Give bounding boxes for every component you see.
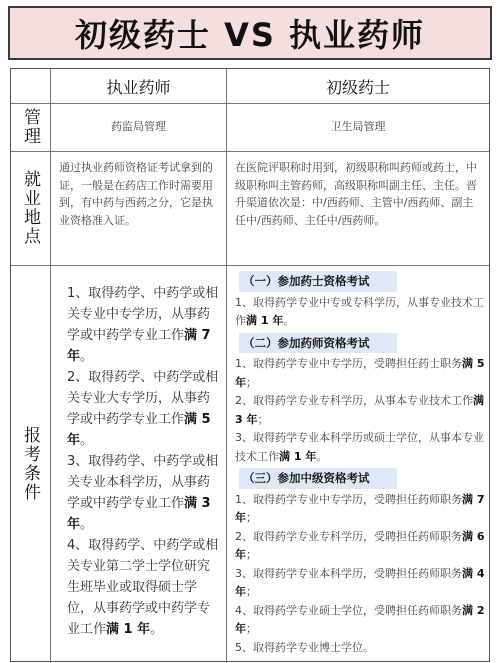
page-title: 初级药士 VS 执业药师	[74, 16, 426, 54]
col-header-junior: 初级药士	[325, 77, 390, 97]
requirement-text: 2、取得药学、中药学或相关专业大专学历，从事药学或中药学专业工作	[67, 370, 219, 427]
requirement-text: 1、取得药学、中药学或相关专业中专学历，从事药学或中药学专业工作	[67, 286, 219, 343]
row-label-requirements: 报考条件	[20, 426, 40, 502]
requirement-duration: 满 7 年	[67, 328, 211, 364]
title-banner	[8, 6, 492, 60]
table-row-requirements	[11, 265, 489, 663]
requirement-text: 4、取得药学专业硕士学位，受聘担任药师职务	[235, 603, 462, 617]
requirement-text: 3、取得药学专业本科学历，受聘担任药师职务	[235, 566, 462, 580]
requirement-item	[235, 429, 485, 466]
requirement-duration: 满 1 年	[246, 314, 284, 327]
requirement-punct: ；	[257, 412, 269, 426]
requirement-punct: ；	[246, 585, 257, 598]
employment-left: 通过执业药师资格证考试拿到的证，一般是在药店工作时需要用到，有中药与西药之分，它是执业资格准入证。	[51, 151, 227, 265]
requirement-text: 3、取得药学专业本科学历或硕士学位，从事本专业技术工作	[235, 431, 484, 463]
requirement-punct: 。	[316, 449, 328, 463]
requirement-item	[67, 535, 220, 640]
requirement-item	[235, 355, 485, 392]
requirement-punct: ；	[246, 511, 257, 524]
requirement-text: 2、取得药学专业专科学历，受聘担任药师职务	[235, 529, 462, 543]
requirement-punct: 。	[80, 433, 94, 448]
requirement-duration: 满 5 年	[235, 357, 485, 389]
requirement-duration: 满 5 年	[67, 412, 211, 448]
requirement-item	[235, 294, 485, 331]
requirement-duration: 满 2 年	[235, 603, 485, 635]
requirements-right	[227, 265, 489, 663]
requirement-text: 4、取得药学、中药学或相关专业第二学士学位研究生班毕业或取得硕士学位，从事药学或中药学专业工作	[67, 538, 219, 637]
requirement-item	[67, 283, 220, 367]
section-heading: （二）参加药师资格考试	[239, 333, 397, 354]
requirement-punct: ；	[246, 375, 257, 389]
requirements-left	[51, 265, 227, 663]
requirement-item	[235, 528, 485, 565]
requirement-punct: ；	[246, 548, 257, 561]
requirement-text: 1、取得药学专业中专学历，受聘担任药师职务	[235, 492, 462, 506]
row-label-employment: 就业地点	[20, 170, 40, 246]
requirement-text: 1、取得药学专业中专或专科学历，从事专业技术工作	[235, 295, 484, 327]
corner-cell	[11, 69, 51, 103]
col-header-pharmacist: 执业药师	[51, 69, 227, 103]
requirement-item	[67, 367, 220, 451]
requirement-item	[235, 392, 485, 429]
table-header-row	[11, 69, 489, 104]
table-row-management	[11, 103, 489, 152]
section-heading: （三）参加中级资格考试	[239, 468, 397, 489]
requirement-text: 3、取得药学、中药学或相关专业本科学历，从事药学或中药学专业工作	[67, 454, 219, 511]
comparison-table	[10, 68, 490, 662]
employment-right: 在医院评职称时用到，初级职称叫药师或药士，中级职称叫主管药师，高级职称叫副主任、主任。晋升渠道依次是：中/西药师、主管中/西药师、副主任中/西药师、主任中/西药师。	[235, 161, 477, 227]
requirement-duration: 满 3 年	[67, 496, 211, 532]
requirement-duration: 满 1 年	[106, 622, 151, 637]
requirement-punct: 。	[283, 314, 295, 327]
requirement-duration: 满 6 年	[235, 529, 485, 561]
requirement-item	[235, 639, 485, 658]
requirement-punct: 。	[80, 517, 94, 532]
requirement-item	[235, 565, 485, 602]
requirement-punct: 。	[80, 349, 94, 364]
requirement-duration: 满 3 年	[235, 394, 484, 426]
requirement-item	[235, 602, 485, 639]
requirement-duration: 满 4 年	[235, 566, 485, 598]
requirement-punct: ；	[246, 622, 257, 635]
row-label-cell	[11, 103, 51, 151]
requirement-duration: 满 7 年	[235, 492, 485, 524]
requirement-punct: 。	[150, 622, 164, 637]
management-left: 药监局管理	[51, 103, 227, 151]
requirement-item	[235, 491, 485, 528]
requirement-text: 5、取得药学专业博士学位。	[235, 640, 374, 654]
requirement-item	[67, 451, 220, 535]
requirement-duration: 满 1 年	[279, 449, 317, 463]
section-heading: （一）参加药士资格考试	[239, 271, 397, 292]
requirement-text: 2、取得药学专业专科学历，从事本专业技术工作	[235, 394, 473, 407]
table-row-employment	[11, 151, 489, 266]
management-right: 卫生局管理	[330, 120, 386, 134]
row-label-cell	[11, 151, 51, 265]
row-label-management: 管理	[20, 108, 40, 146]
requirement-text: 1、取得药学专业中专学历，受聘担任药士职务	[235, 357, 462, 370]
row-label-cell	[11, 265, 51, 663]
